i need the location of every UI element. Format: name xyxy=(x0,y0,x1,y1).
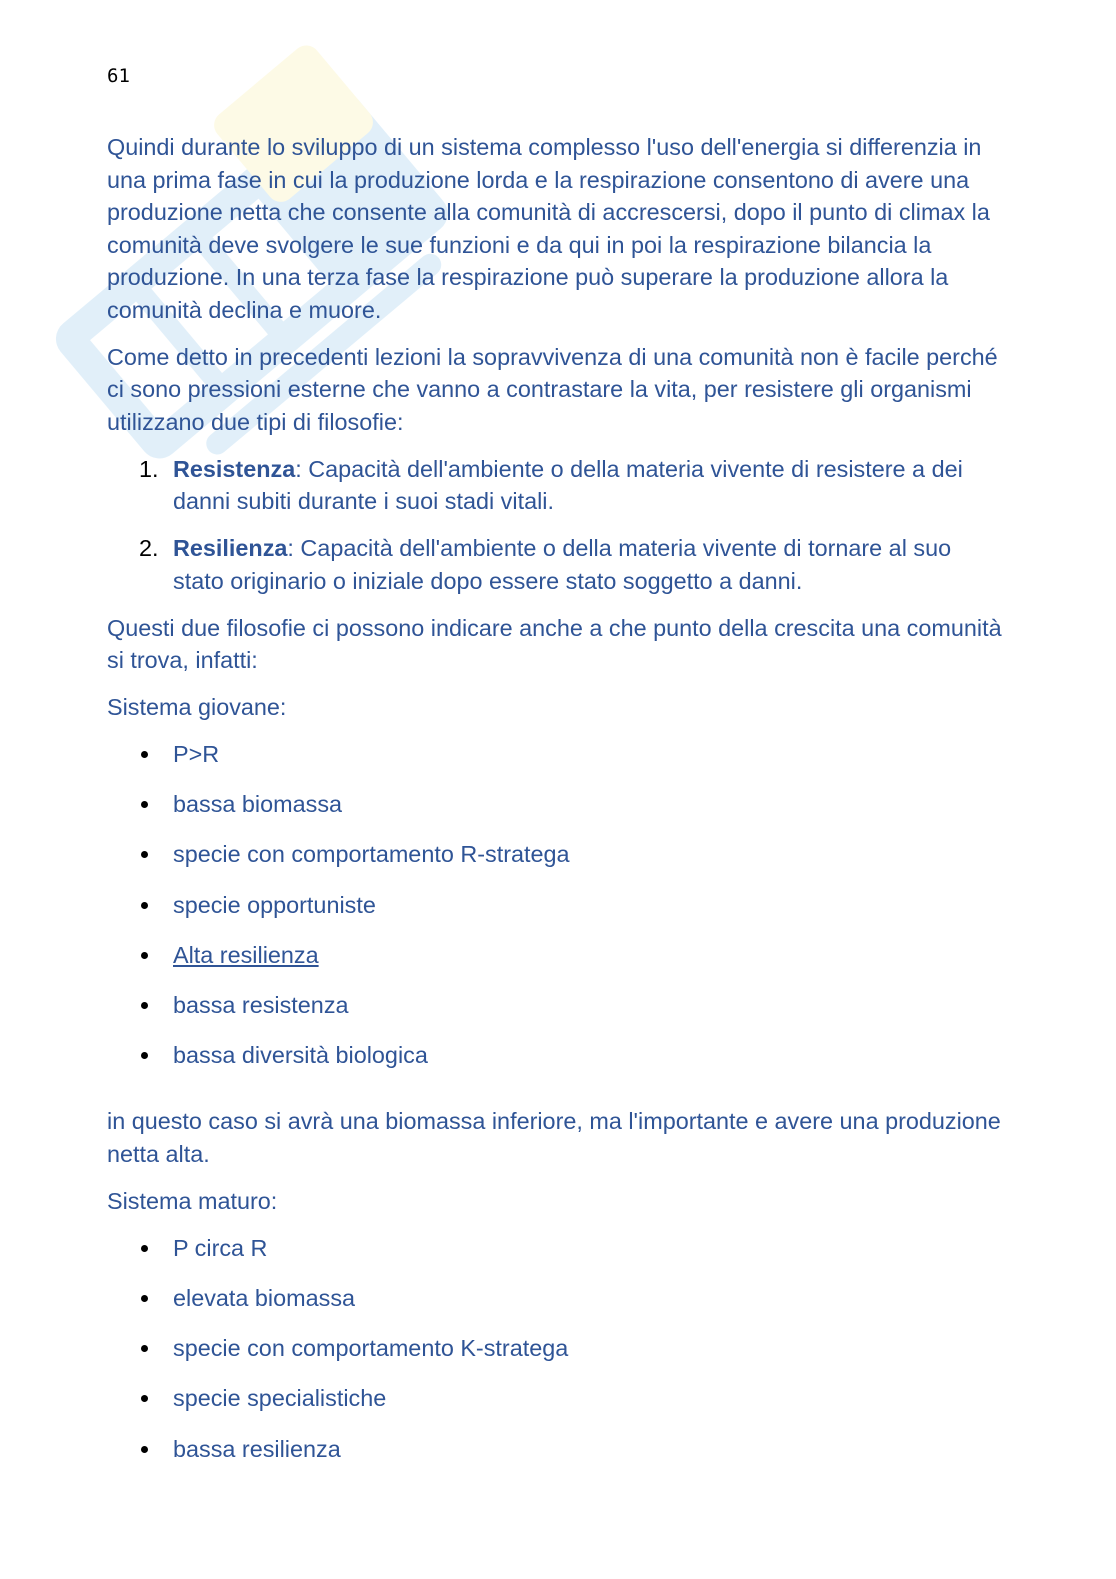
bullet-icon xyxy=(141,1295,148,1302)
list-item: bassa resilienza xyxy=(107,1433,1007,1483)
list-item: specie con comportamento K-stratega xyxy=(107,1332,1007,1382)
paragraph-philosophies: Questi due filosofie ci possono indicare anche a che punto della crescita una comunità si trova, infatti: xyxy=(107,614,1002,673)
definition-term: Resilienza xyxy=(173,535,288,561)
definition-text: : Capacità dell'ambiente o della materia vivente di tornare al suo stato originario o iniziale dopo essere stato soggetto a danni. xyxy=(173,535,952,594)
bullet-icon xyxy=(141,1002,148,1009)
definitions-list xyxy=(107,453,1007,598)
bullet-icon xyxy=(141,1446,148,1453)
list-number: 2. xyxy=(139,535,159,561)
list-item: specie specialistiche xyxy=(107,1382,1007,1432)
list-item: bassa biomassa xyxy=(107,788,1007,838)
bullet-icon xyxy=(141,952,148,959)
list-item: P circa R xyxy=(107,1232,1007,1282)
list-item: specie con comportamento R-stratega xyxy=(107,838,1007,888)
bullet-icon xyxy=(141,801,148,808)
bullet-icon xyxy=(141,751,148,758)
bullet-icon xyxy=(141,902,148,909)
list-item: bassa diversità biologica xyxy=(107,1039,1007,1089)
heading-young-system: Sistema giovane: xyxy=(107,694,287,720)
bullet-icon xyxy=(141,1052,148,1059)
list-item: elevata biomassa xyxy=(107,1282,1007,1332)
young-system-list xyxy=(107,738,1007,1089)
list-number: 1. xyxy=(139,455,159,482)
paragraph-energy-development: Quindi durante lo sviluppo di un sistema complesso l'uso dell'energia si differenzia in una prima fase in cui la produzione lorda e la respirazione consentono di avere una produzione netta che consente alla comunità di accrescersi, dopo il punto di climax la comunità deve svolgere le sue funzioni e da qui in poi la respirazione bilancia la produzione. In una terza fase la respirazione può superare la produzione allora la comunità declina e muore. xyxy=(107,134,990,323)
list-item: specie opportuniste xyxy=(107,889,1007,939)
mature-system-list xyxy=(107,1232,1007,1483)
list-item xyxy=(107,939,1007,989)
list-item: P>R xyxy=(107,738,1007,788)
heading-mature-system: Sistema maturo: xyxy=(107,1187,278,1214)
underlined-text: Alta resilienza xyxy=(173,941,319,968)
definition-term: Resistenza xyxy=(173,455,296,482)
document-body xyxy=(107,131,1007,1499)
paragraph-biomass-note: in questo caso si avrà una biomassa inferiore, ma l'importante e avere una produzione netta alta. xyxy=(107,1108,1001,1167)
definition-text: : Capacità dell'ambiente o della materia vivente di resistere a dei danni subiti durante i suoi stadi vitali. xyxy=(173,455,963,514)
paragraph-community-survival: Come detto in precedenti lezioni la sopravvivenza di una comunità non è facile perché ci sono pressioni esterne che vanno a contrastare la vita, per resistere gli organismi utilizzano due tipi di filosofie: xyxy=(107,343,998,435)
bullet-icon xyxy=(141,1245,148,1252)
bullet-icon xyxy=(141,851,148,858)
definition-item xyxy=(107,532,1007,597)
definition-item xyxy=(107,453,1007,518)
list-item: bassa resistenza xyxy=(107,989,1007,1039)
bullet-icon xyxy=(141,1395,148,1402)
page-number: 61 xyxy=(107,65,130,87)
bullet-icon xyxy=(141,1345,148,1352)
